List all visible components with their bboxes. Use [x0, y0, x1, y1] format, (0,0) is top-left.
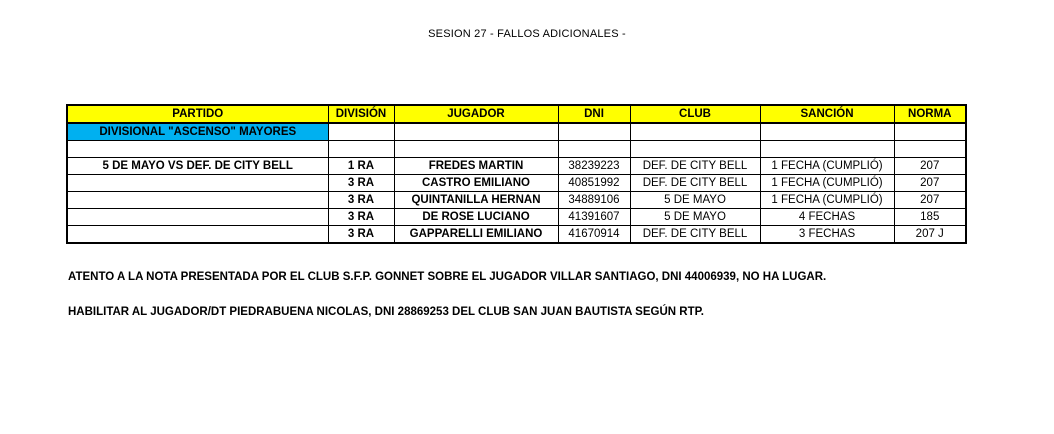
- cell-partido: [67, 175, 328, 192]
- table-row: [67, 226, 966, 244]
- cell-norma: 185: [894, 209, 966, 226]
- header-partido: PARTIDO: [67, 105, 328, 123]
- cell-division: 1 RA: [328, 158, 394, 175]
- section-label: DIVISIONAL "ASCENSO" MAYORES: [67, 123, 328, 141]
- table-header-row: [67, 105, 966, 123]
- cell-jugador: GAPPARELLI EMILIANO: [394, 226, 558, 244]
- empty-cell: [394, 141, 558, 158]
- empty-cell: [760, 141, 894, 158]
- cell-partido: 5 DE MAYO VS DEF. DE CITY BELL: [67, 158, 328, 175]
- cell-club: DEF. DE CITY BELL: [630, 226, 760, 244]
- empty-cell: [328, 141, 394, 158]
- resolution-note-piedrabuena: HABILITAR AL JUGADOR/DT PIEDRABUENA NICOLAS, DNI 28869253 DEL CLUB SAN JUAN BAUTISTA SEGÚN RTP.: [68, 306, 704, 318]
- cell-division: 3 RA: [328, 192, 394, 209]
- header-dni: DNI: [558, 105, 630, 123]
- empty-cell: [558, 123, 630, 141]
- cell-sancion: 1 FECHA (CUMPLIÓ): [760, 158, 894, 175]
- cell-partido: [67, 209, 328, 226]
- cell-norma: 207 J: [894, 226, 966, 244]
- table-row: [67, 175, 966, 192]
- cell-sancion: 1 FECHA (CUMPLIÓ): [760, 175, 894, 192]
- cell-dni: 41670914: [558, 226, 630, 244]
- empty-cell: [394, 123, 558, 141]
- cell-norma: 207: [894, 192, 966, 209]
- cell-division: 3 RA: [328, 209, 394, 226]
- header-sancion: SANCIÓN: [760, 105, 894, 123]
- section-row: [67, 123, 966, 141]
- cell-partido: [67, 192, 328, 209]
- cell-dni: 38239223: [558, 158, 630, 175]
- header-division: DIVISIÓN: [328, 105, 394, 123]
- cell-club: 5 DE MAYO: [630, 209, 760, 226]
- empty-cell: [328, 123, 394, 141]
- cell-sancion: 1 FECHA (CUMPLIÓ): [760, 192, 894, 209]
- document-title: SESION 27 - FALLOS ADICIONALES -: [428, 28, 626, 40]
- cell-jugador: DE ROSE LUCIANO: [394, 209, 558, 226]
- cell-dni: 41391607: [558, 209, 630, 226]
- empty-cell: [558, 141, 630, 158]
- cell-jugador: CASTRO EMILIANO: [394, 175, 558, 192]
- cell-partido: [67, 226, 328, 244]
- table-row: [67, 158, 966, 175]
- empty-cell: [630, 141, 760, 158]
- cell-jugador: FREDES MARTIN: [394, 158, 558, 175]
- header-norma: NORMA: [894, 105, 966, 123]
- table-row: [67, 209, 966, 226]
- resolution-note-gonnet: ATENTO A LA NOTA PRESENTADA POR EL CLUB S.F.P. GONNET SOBRE EL JUGADOR VILLAR SANTIAGO, DNI 44006939, NO HA LUGAR.: [68, 271, 827, 283]
- cell-dni: 34889106: [558, 192, 630, 209]
- cell-norma: 207: [894, 158, 966, 175]
- cell-club: DEF. DE CITY BELL: [630, 175, 760, 192]
- cell-division: 3 RA: [328, 226, 394, 244]
- empty-cell: [67, 141, 328, 158]
- cell-sancion: 4 FECHAS: [760, 209, 894, 226]
- cell-jugador: QUINTANILLA HERNAN: [394, 192, 558, 209]
- empty-cell: [894, 123, 966, 141]
- cell-dni: 40851992: [558, 175, 630, 192]
- spacer-row: [67, 141, 966, 158]
- sanctions-table: [66, 104, 967, 244]
- cell-norma: 207: [894, 175, 966, 192]
- header-club: CLUB: [630, 105, 760, 123]
- header-jugador: JUGADOR: [394, 105, 558, 123]
- cell-club: 5 DE MAYO: [630, 192, 760, 209]
- cell-sancion: 3 FECHAS: [760, 226, 894, 244]
- empty-cell: [760, 123, 894, 141]
- cell-club: DEF. DE CITY BELL: [630, 158, 760, 175]
- empty-cell: [894, 141, 966, 158]
- cell-division: 3 RA: [328, 175, 394, 192]
- empty-cell: [630, 123, 760, 141]
- table-row: [67, 192, 966, 209]
